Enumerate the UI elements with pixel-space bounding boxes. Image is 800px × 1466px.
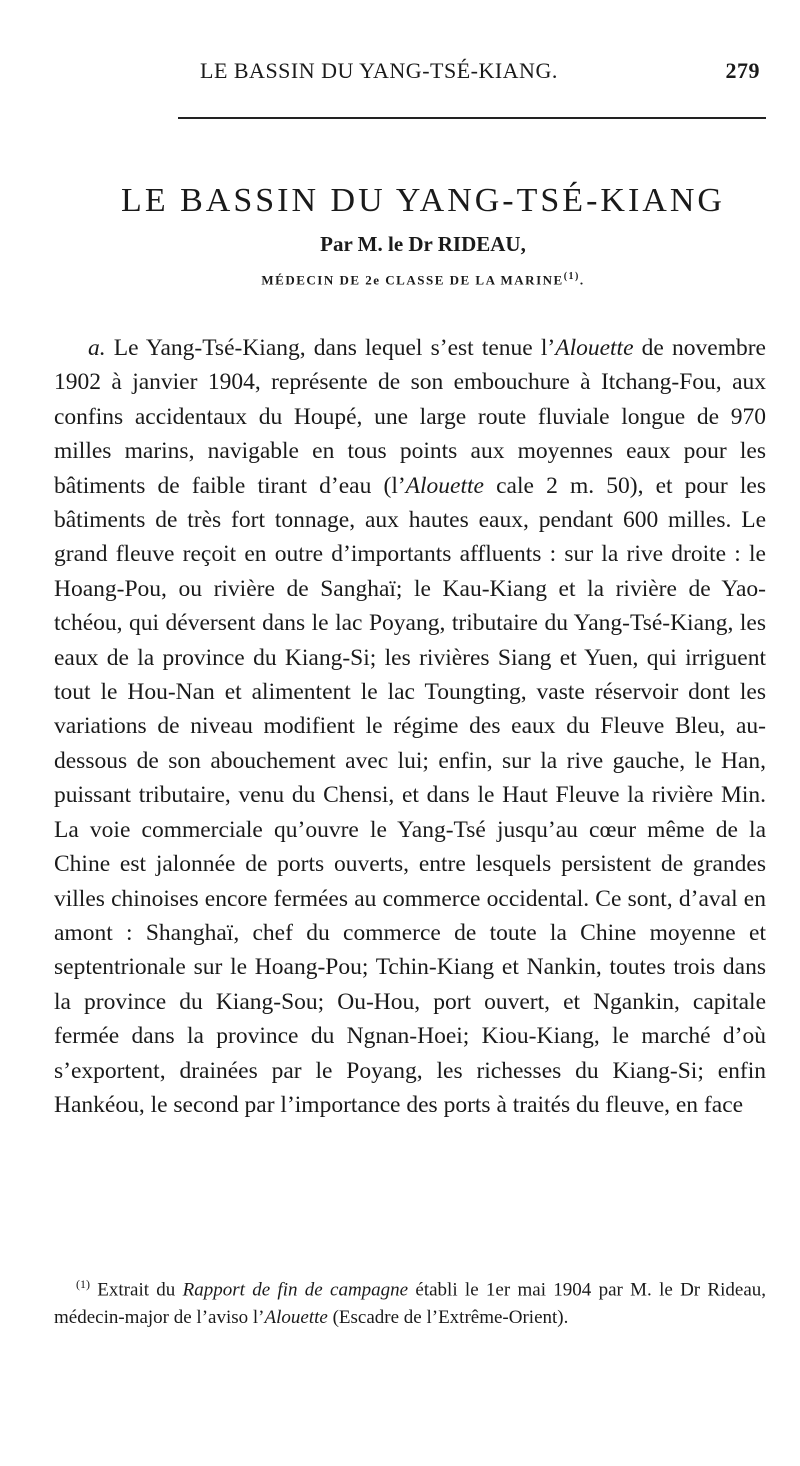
text-run: cale 2 m. 50), et pour les bâtiments de très fort tonnage, aux hautes eaux, pendant 600 milles. Le grand fleuve reçoit en outre d’importants affluents : sur la rive droite : le Hoang-Pou, ou rivière de Sanghaï; le Kau-Kiang et la rivière de Yao-tchéou, qui déversent dans le lac Poyang, tributaire du Yang-Tsé-Kiang, les eaux de la province du Kiang-Si; les rivières Siang et Yuen, qui irriguent tout le Hou-Nan et alimentent le lac Toungting, vaste réservoir dont les variations de niveau modifient le régime des eaux du Fleuve Bleu, au-dessous de son abouchement avec lui; enfin, sur la rive gauche, le Han, puissant tributaire, venu du Chensi, et dans le Haut Fleuve la rivière Min. La voie commerciale qu’ouvre le Yang-Tsé jusqu’au cœur même de la Chine est jalonnée de ports ouverts, entre lesquels persistent de grandes villes chinoises encore fermées au commerce occidental. Ce sont, d’aval en amont : Shanghaï, chef du commerce de toute la Chine moyenne et septentrionale sur le Hoang-Pou; Tchin-Kiang et Nankin, toutes trois dans la province du Kiang-Sou; Ou-Hou, port ouvert, et Ngankin, capitale fermée dans la province du Ngnan-Hoei; Kiou-Kiang, le marché d’où s’exportent, drainées par le Poyang, les richesses du Kiang-Si; enfin Hankéou, le second par l’importance des ports à traités du fleuve, en face: [54, 472, 766, 1118]
text-run: (Escadre de l’Extrême-Orient).: [327, 1307, 569, 1329]
ship-name: Alouette: [264, 1307, 328, 1329]
report-title: Rapport de fin de campagne: [182, 1279, 409, 1301]
running-head: [200, 58, 760, 88]
author-affiliation: MÉDECIN DE 2e CLASSE DE LA MARINE$^{(1)}$.: [261, 271, 585, 288]
affiliation-text: MÉDECIN DE 2e CLASSE DE LA MARINE: [261, 272, 564, 288]
article-title: LE BASSIN DU YANG-TSÉ-KIANG: [121, 182, 725, 219]
paragraph-label: a.: [88, 335, 106, 361]
author-byline: Par M. le Dr RIDEAU,: [320, 232, 526, 256]
footnote: [54, 1270, 766, 1332]
header-rule: [178, 117, 766, 119]
text-run: Le Yang-Tsé-Kiang, dans lequel s’est tenue l’: [105, 335, 556, 361]
ship-name: Alouette: [405, 472, 484, 499]
footnote-marker: (1): [76, 1277, 90, 1291]
ship-name: Alouette: [555, 335, 634, 361]
footnote-reference: (1): [563, 271, 580, 282]
text-run: Extrait du: [90, 1279, 183, 1301]
footnote-paragraph: [54, 1270, 766, 1332]
paragraph: [54, 331, 766, 1122]
page-number: 279: [725, 58, 760, 83]
text-run: de novembre 1902 à janvier 1904, représente de son embouchure à Itchang-Fou, aux confins accidentaux du Houpé, une large route fluviale longue de 970 milles marins, navigable en tous points aux moyennes eaux pour les bâtiments de faible tirant d’eau (l’: [54, 335, 766, 499]
text-run: établi le 1er mai 1904 par M. le Dr Rideau, médecin-major de l’aviso l’: [54, 1279, 767, 1329]
body-text: [54, 331, 766, 1122]
running-head-title: LE BASSIN DU YANG-TSÉ-KIANG.: [200, 58, 558, 83]
